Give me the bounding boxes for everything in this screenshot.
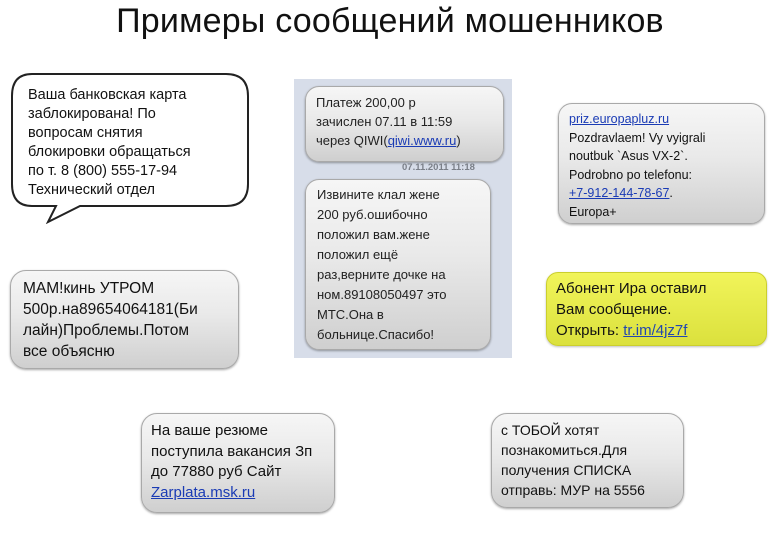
phone-screenshot-panel <box>294 79 512 358</box>
message-text: Ваша банковская карта заблокирована! По вопросам снятия блокировки обращаться по т. 8 (800) 555-17-94 Технический отдел <box>28 87 191 198</box>
message-text: Извините клал жене 200 руб.ошибочно положил вам.жене положил ещё раз,верните дочке на ном.89108050497 это МТС.Она в больнице.Спасибо! <box>317 187 447 342</box>
ira-link[interactable]: tr.im/4jz7f <box>623 322 688 339</box>
message-text: МАМ!кинь УТРОМ 500р.на89654064181(Би лайн)Проблемы.Потом все объясню <box>23 280 198 360</box>
message-bubble-sorry <box>305 179 491 350</box>
prize-link[interactable]: priz.europapluz.ru <box>569 112 670 126</box>
message-text <box>151 421 312 503</box>
resume-link[interactable]: Zarplata.msk.ru <box>151 483 256 501</box>
message-text: с ТОБОЙ хотят познакомиться.Для получения СПИСКА отправь: МУР на 5556 <box>501 422 645 498</box>
ira-text: Абонент Ира оставил Вам сообщение. Открыть: <box>556 280 707 339</box>
message-bubble-ira <box>546 272 767 346</box>
message-bubble-dating <box>491 413 684 508</box>
prize-signature: Europa+ <box>569 204 617 219</box>
message-bubble-resume <box>141 413 335 513</box>
message-text <box>569 110 705 221</box>
message-bubble-bank <box>10 72 250 224</box>
message-bubble-prize <box>558 103 765 224</box>
message-text <box>316 93 461 150</box>
resume-text: На ваше резюме поступила вакансия Зп до 77880 руб Сайт <box>151 422 313 480</box>
payment-link[interactable]: qiwi.www.ru <box>387 133 457 148</box>
message-text <box>556 278 707 341</box>
prize-phone-suffix: . <box>669 186 673 200</box>
payment-text: Платеж 200,00 р зачислен 07.11 в 11:59 через QIWI( <box>316 95 453 148</box>
message-timestamp: 07.11.2011 11:18 <box>402 162 475 173</box>
payment-text-end: ) <box>456 133 461 148</box>
prize-body: Pozdravlaem! Vy vyigrali noutbuk `Asus VX-2`. Podrobno po telefonu: <box>569 130 706 182</box>
message-bubble-payment <box>305 86 504 162</box>
message-bubble-mom <box>10 270 239 369</box>
prize-phone-link[interactable]: +7-912-144-78-67 <box>569 186 670 200</box>
page-title: Примеры сообщений мошенников <box>116 2 664 40</box>
